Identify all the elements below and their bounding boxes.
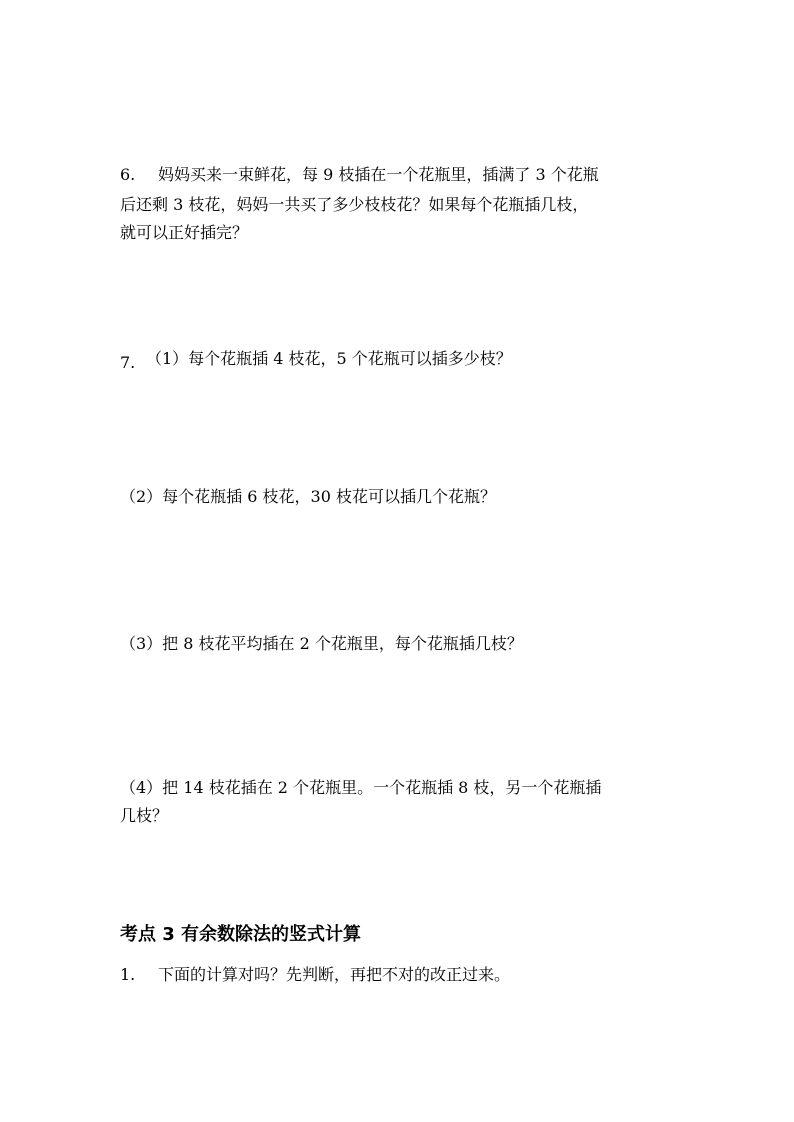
question-7-part-2: （2）每个花瓶插 6 枝花，30 枝花可以插几个花瓶？	[120, 487, 496, 506]
question-6-line-1	[120, 162, 599, 188]
section-3-question-1-text: 下面的计算对吗？先判断，再把不对的改正过来。	[158, 965, 511, 984]
question-6-text-1: 妈妈买来一束鲜花，每 9 枝插在一个花瓶里，插满了 3 个花瓶	[158, 165, 599, 184]
section-3-heading: 考点 3 有余数除法的竖式计算	[120, 924, 362, 945]
question-7-part-4-line-1: （4）把 14 枝花插在 2 个花瓶里。一个花瓶插 8 枝，另一个花瓶插	[120, 778, 602, 797]
section-3-question-1	[120, 962, 510, 988]
question-6-number: 6.	[120, 165, 136, 184]
question-6-line-3: 就可以正好插完？	[120, 223, 249, 242]
question-7-part-3: （3）把 8 枝花平均插在 2 个花瓶里，每个花瓶插几枝？	[120, 634, 523, 653]
section-3-question-1-number: 1.	[120, 965, 136, 984]
question-7-number: 7.	[120, 353, 136, 372]
question-7-part-4-line-2: 几枝？	[120, 806, 169, 825]
question-7-part-1	[120, 346, 512, 372]
question-6-line-2: 后还剩 3 枝花，妈妈一共买了多少枝枝花？如果每个花瓶插几枝，	[120, 195, 589, 214]
question-7-part-1-text: （1）每个花瓶插 4 枝花，5 个花瓶可以插多少枝？	[146, 349, 512, 368]
